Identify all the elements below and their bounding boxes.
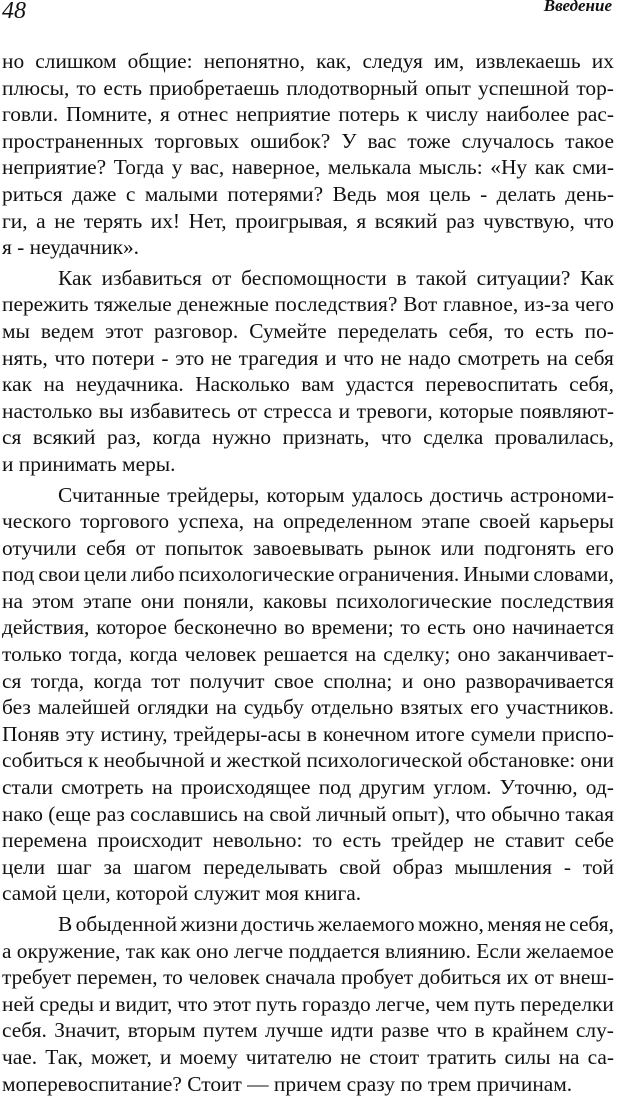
- text-line: моперевоспитание? Стоит — причем сразу по трем причинам.: [2, 1071, 573, 1096]
- page-number: 48: [2, 0, 26, 24]
- text-line: чае. Так, может, и моему читателю не стоит тратить силы на са-: [2, 1044, 614, 1069]
- paragraph: [2, 265, 614, 478]
- text-line: Считанные трейдеры, которым удалось достичь астрономи-: [58, 482, 614, 507]
- text-line: на этом этапе они поняли, каковы психологические последствия: [2, 588, 614, 613]
- text-line: как на неудачника. Насколько вам удастся перевоспитать себя,: [2, 372, 614, 397]
- text-line: но слишком общие: непонятно, как, следуя им, извлекаешь их: [2, 49, 614, 73]
- text-line: перемена происходит невольно: то есть трейдер не ставит себе: [2, 828, 614, 853]
- running-title: Введение: [543, 0, 612, 15]
- text-line: требует перемен, то человек сначала пробует добиться их от внеш-: [2, 965, 614, 990]
- text-line: ней среды и видит, что этот путь гораздо легче, чем путь переделки: [2, 991, 614, 1016]
- text-line: нако (еще раз сославшись на свой личный опыт), что обычно такая: [2, 801, 614, 826]
- text-line: В обыденной жизни достичь желаемого можно, меняя не себя,: [58, 912, 614, 936]
- text-line: ческого торгового успеха, на определенном этапе своей карьеры: [2, 509, 614, 534]
- text-line: неприятие? Тогда у вас, наверное, мелькала мысль: «Ну как сми-: [2, 155, 614, 180]
- text-line: действия, которое бесконечно во времени; то есть оно начинается: [2, 615, 614, 640]
- text-line: а окружение, так как оно легче поддается влиянию. Если желаемое: [2, 938, 614, 963]
- text-line: отучили себя от попыток завоевывать рынок или подгонять его: [2, 535, 614, 560]
- text-line: цели шаг за шагом переделывать свой образ мышления - той: [2, 854, 614, 879]
- text-line: пространенных торговых ошибок? У вас тоже случалось такое: [2, 128, 614, 153]
- text-line: и принимать меры.: [2, 451, 176, 476]
- text-line: плюсы, то есть приобретаешь плодотворный опыт успешной тор-: [2, 75, 614, 100]
- text-line: ся тогда, когда тот получит свое сполна; и оно разворачивается: [2, 668, 614, 693]
- paragraph: [2, 48, 614, 261]
- text-line: под свои цели либо психологические ограничения. Иными словами,: [2, 562, 614, 587]
- text-line: я - неудачник».: [2, 235, 140, 260]
- text-line: самой цели, которой служит моя книга.: [2, 881, 362, 906]
- text-line: пережить тяжелые денежные последствия? Вот главное, из-за чего: [2, 292, 614, 317]
- text-line: риться даже с малыми потерями? Ведь моя цель - делать день-: [2, 181, 614, 206]
- text-line: только тогда, когда человек решается на сделку; оно заканчивает-: [2, 642, 614, 667]
- text-line: настолько вы избавитесь от стресса и тревоги, которые появляют-: [2, 398, 614, 423]
- text-line: стали смотреть на происходящее под другим углом. Уточню, од-: [2, 775, 614, 800]
- page-header: [0, 0, 620, 40]
- paragraph: [2, 911, 614, 1097]
- text-line: мы ведем этот разговор. Сумейте переделать себя, то есть по-: [2, 318, 614, 343]
- text-line: себя. Значит, вторым путем лучше идти разве что в крайнем слу-: [2, 1018, 614, 1043]
- text-line: ся всякий раз, когда нужно признать, что сделка провалилась,: [2, 425, 614, 450]
- text-line: ги, а не терять их! Нет, проигрывая, я всякий раз чувствую, что: [2, 208, 614, 233]
- text-line: Как избавиться от беспомощности в такой ситуации? Как: [58, 265, 614, 290]
- text-line: Поняв эту истину, трейдеры-асы в конечном итоге сумели приспо-: [2, 721, 614, 746]
- text-line: нять, что потери - это не трагедия и что не надо смотреть на себя: [2, 345, 614, 370]
- text-line: собиться к необычной и жесткой психологической обстановке: они: [2, 748, 614, 773]
- text-line: говли. Помните, я отнес неприятие потерь к числу наиболее рас-: [2, 102, 614, 127]
- paragraph: [2, 482, 614, 908]
- text-line: без малейшей оглядки на судьбу отдельно взятых его участников.: [2, 695, 614, 720]
- body-text: [2, 48, 614, 1097]
